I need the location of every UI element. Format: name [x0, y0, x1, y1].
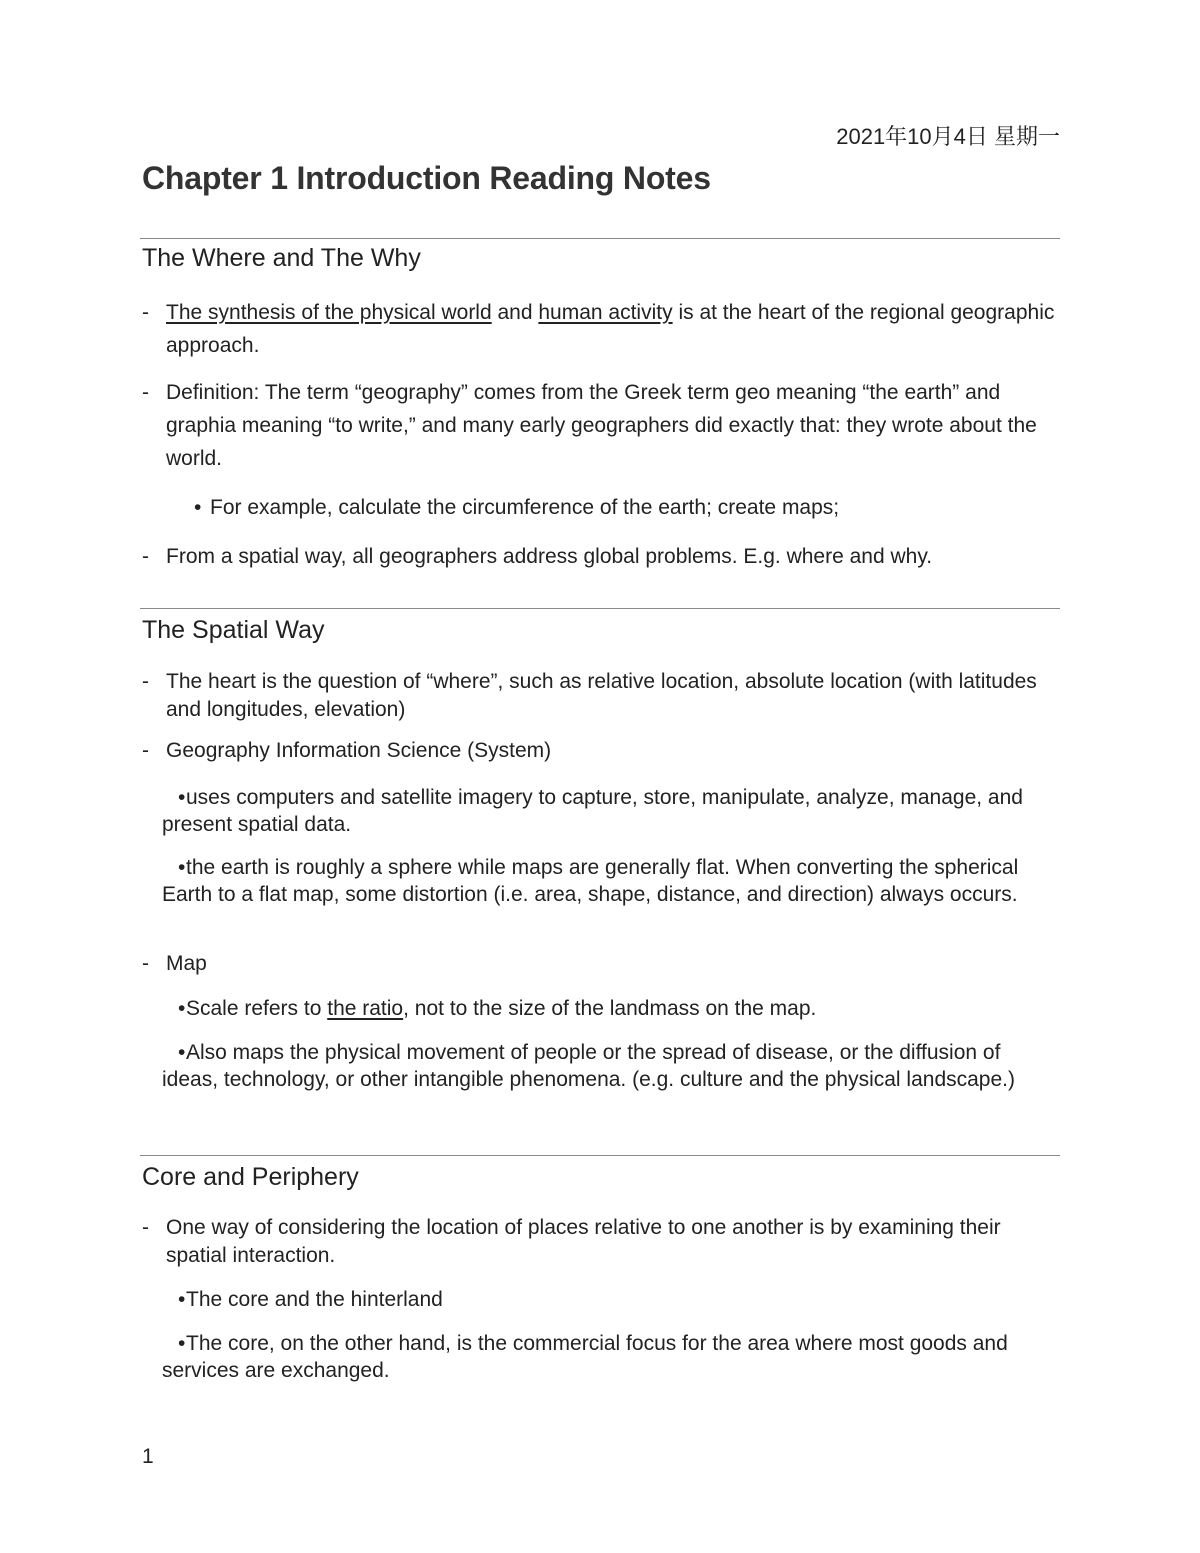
bullet-marker: • [178, 997, 186, 1020]
list-item [142, 376, 1062, 475]
sub-list-item [162, 995, 1062, 1022]
bullet-marker: • [194, 496, 202, 519]
sub-list-item [194, 494, 1094, 521]
sub-list-item [162, 1039, 1062, 1093]
list-item-text: One way of considering the location of places relative to one another is by examining their spatial interaction. [166, 1216, 1001, 1267]
document-date: 2021年10月4日 星期一 [836, 124, 1060, 149]
underlined-text: the ratio [327, 997, 404, 1020]
dash-marker: - [142, 952, 149, 975]
dash-marker: - [142, 381, 149, 404]
sub-list-item-text: uses computers and satellite imagery to capture, store, manipulate, analyze, manage, and present spatial data. [162, 786, 1023, 836]
page-number: 1 [142, 1445, 154, 1468]
list-item-text [166, 296, 1062, 362]
sub-list-item-text: Also maps the physical movement of people or the spread of disease, or the diffusion of ideas, technology, or other intangible phenomena. (e.g. culture and the physical landscape.) [162, 1041, 1015, 1091]
dash-marker: - [142, 301, 149, 324]
underlined-text: human activity [538, 301, 673, 324]
bullet-marker: • [178, 1288, 186, 1311]
section-heading: Core and Periphery [142, 1163, 359, 1191]
section-divider [140, 608, 1060, 609]
list-item-text: Definition: The term “geography” comes from the Greek term geo meaning “the earth” and graphia meaning “to write,” and many early geographers did exactly that: they wrote about the world. [166, 381, 1037, 470]
sub-list-item [162, 854, 1062, 908]
list-item [142, 1214, 1062, 1270]
sub-list-item [162, 1330, 1062, 1384]
text-run: , not to the size of the landmass on the map. [403, 997, 817, 1020]
section-heading: The Spatial Way [142, 616, 325, 644]
list-item [142, 950, 1062, 978]
list-item-text: Geography Information Science (System) [166, 739, 552, 762]
list-item [142, 668, 1062, 724]
sub-list-item-text: The core and the hinterland [186, 1288, 443, 1311]
sub-list-item-text: the earth is roughly a sphere while maps are generally flat. When converting the spherical Earth to a flat map, some distortion (i.e. area, shape, distance, and direction) always occurs. [162, 856, 1019, 906]
underlined-text: The synthesis of the physical world [166, 301, 492, 324]
page-title: Chapter 1 Introduction Reading Notes [142, 160, 711, 196]
dash-marker: - [142, 739, 149, 762]
text-run: is at the heart of the regional geographic approach. [166, 301, 1055, 357]
dash-marker: - [142, 545, 149, 568]
list-item-text: The heart is the question of “where”, such as relative location, absolute location (with latitudes and longitudes, elevation) [166, 670, 1037, 721]
list-item [142, 540, 1062, 573]
sub-list-item [162, 784, 1062, 838]
sub-list-item-text: The core, on the other hand, is the commercial focus for the area where most goods and services are exchanged. [162, 1332, 1008, 1382]
bullet-marker: • [178, 1332, 186, 1355]
sub-list-item-text: For example, calculate the circumference of the earth; create maps; [210, 496, 840, 519]
text-run: and [491, 301, 539, 324]
section-divider [140, 238, 1060, 239]
list-item-text: Map [166, 952, 207, 975]
list-item [142, 296, 1062, 362]
dash-marker: - [142, 670, 149, 693]
bullet-marker: • [178, 786, 186, 809]
sub-list-item [162, 1286, 1062, 1313]
list-item [142, 737, 1062, 765]
section-heading: The Where and The Why [142, 244, 421, 272]
bullet-marker: • [178, 856, 186, 879]
section-divider [140, 1155, 1060, 1156]
text-run: Scale refers to [186, 997, 328, 1020]
dash-marker: - [142, 1216, 149, 1239]
bullet-marker: • [178, 1041, 186, 1064]
list-item-text: From a spatial way, all geographers address global problems. E.g. where and why. [166, 545, 933, 568]
